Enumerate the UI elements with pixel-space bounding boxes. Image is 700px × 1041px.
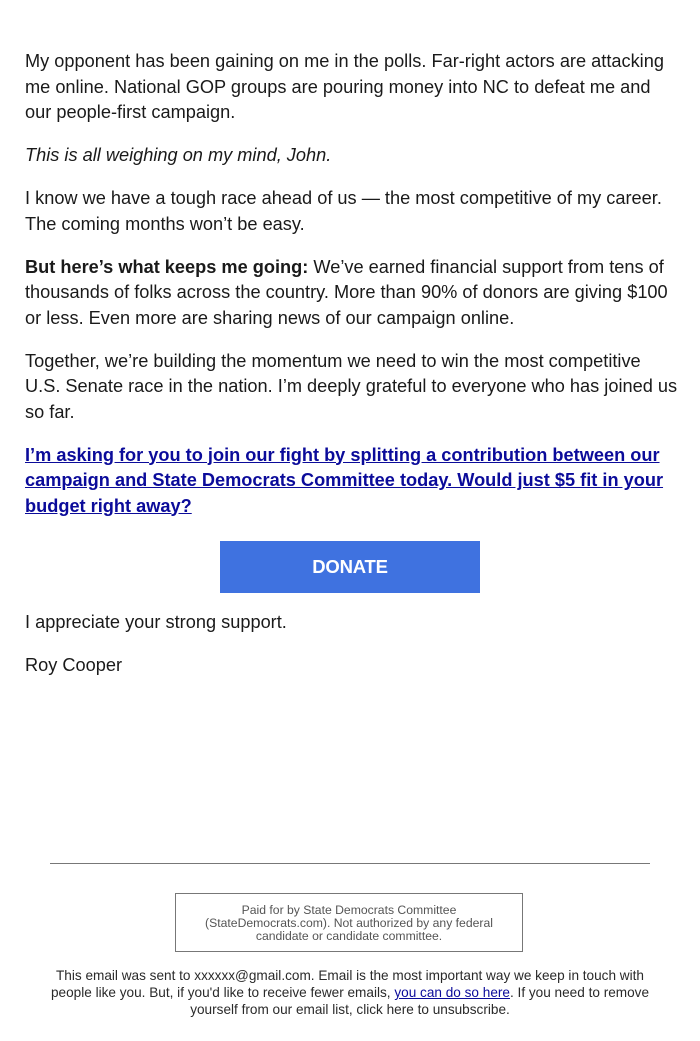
paragraph-tough-race: I know we have a tough race ahead of us — the most competitive of my career. The coming months won’t be easy. xyxy=(25,188,662,234)
paragraph-weighing: This is all weighing on my mind, John. xyxy=(25,145,332,165)
email-closing xyxy=(25,610,680,696)
keeps-going-text: We’ve earned financial support from tens of thousands of folks across the country. More than 90% of donors are giving $100 or less. Even more are sharing news of our campaign online. xyxy=(25,256,668,328)
recipient-email: xxxxxx@gmail.com xyxy=(194,968,311,983)
email-body xyxy=(25,49,680,537)
paragraph-polls: My opponent has been gaining on me in the polls. Far-right actors are attacking me online. National GOP groups are pouring money into NC to defeat me and our people-first campaign. xyxy=(25,51,664,122)
paragraph-momentum: Together, we’re building the momentum we need to win the most competitive U.S. Senate race in the nation. I’m deeply grateful to everyone who has joined us so far. xyxy=(25,350,678,422)
paragraph-keeps-going xyxy=(25,255,680,332)
signature: Roy Cooper xyxy=(25,655,123,675)
closing-line: I appreciate your strong support. xyxy=(25,612,287,632)
footer-sent-prefix: This email was sent to xyxy=(56,968,195,983)
contribution-ask-link[interactable]: I’m asking for you to join our fight by splitting a contribution between our campaign and State Democrats Committee today. Would just $5 fit in your budget right away? xyxy=(25,444,664,516)
donate-button[interactable]: DONATE xyxy=(220,541,480,593)
paragraph-ask xyxy=(25,443,680,520)
fewer-emails-link[interactable]: you can do so here xyxy=(394,985,510,1000)
donate-button-container xyxy=(220,541,480,593)
footer-sent-mid: . Email is the most important way we keep in touch with people like you. But, if you'd like to receive fewer emails, xyxy=(50,968,644,1000)
paid-for-disclaimer: Paid for by State Democrats Committee (StateDemocrats.com). Not authorized by any federal candidate or candidate committee. xyxy=(175,893,523,952)
footer-notice xyxy=(40,967,660,1018)
footer-sent-suffix: . If you need to remove yourself from our email list, click here to unsubscribe. xyxy=(190,985,650,1017)
footer-divider xyxy=(50,863,650,864)
keeps-going-lead: But here’s what keeps me going: xyxy=(25,256,309,277)
